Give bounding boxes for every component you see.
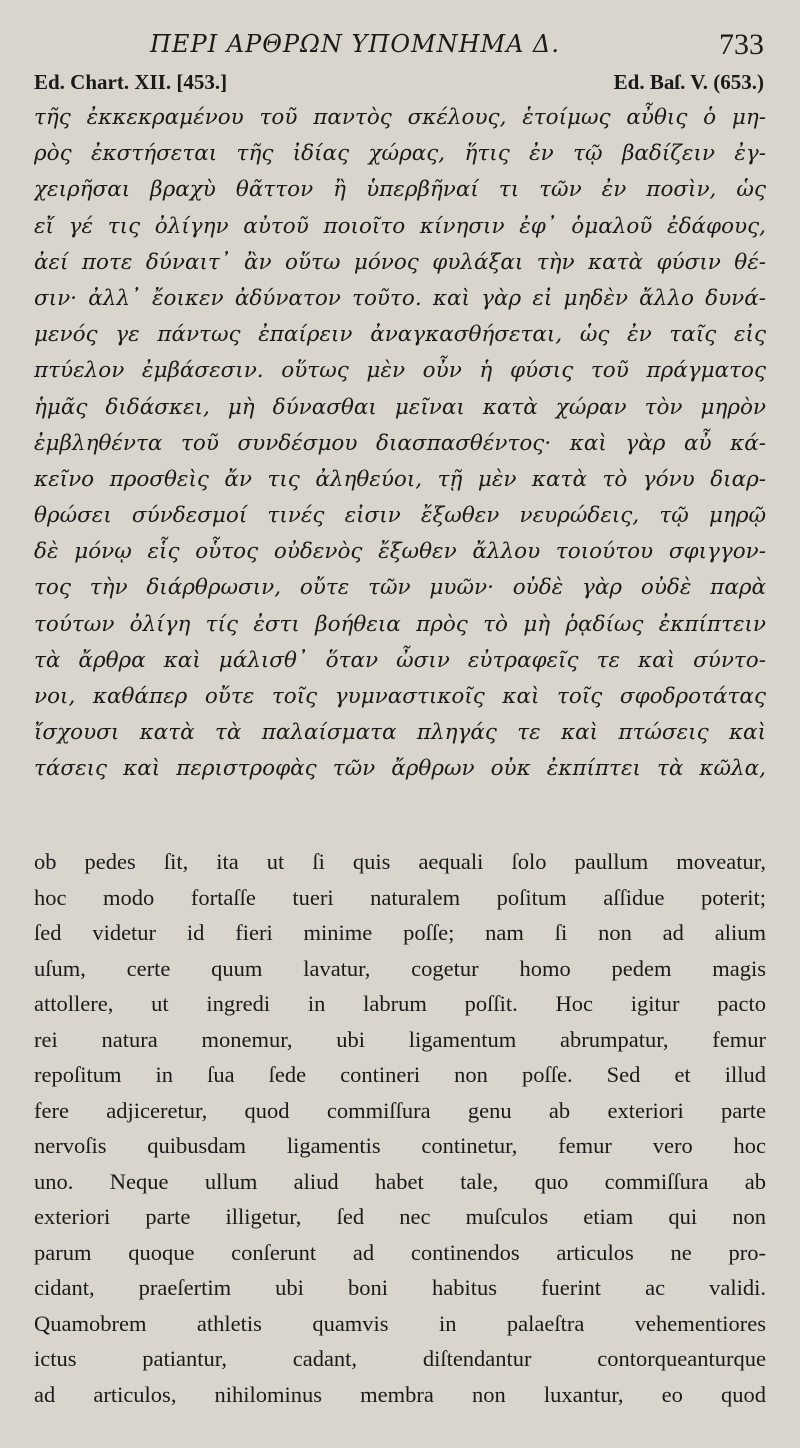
- edition-basel-reference: Ed. Baſ. V. (653.): [613, 70, 764, 94]
- latin-line: exteriori parte illigetur, ſed nec muſculos etiam qui non: [34, 1204, 766, 1229]
- greek-line: θρώσει σύνδεσμοί τινές εἰσιν ἔξωθεν νευρώδεις, τῷ μηρῷ: [34, 503, 766, 529]
- latin-line: ictus patiantur, cadant, diſtendantur contorqueanturque: [34, 1346, 766, 1371]
- latin-line: uno. Neque ullum aliud habet tale, quo commiſſura ab: [34, 1168, 766, 1194]
- greek-line: τῆς ἐκκεκραμένου τοῦ παντὸς σκέλους, ἑτοίμως αὖθις ὁ μη-: [34, 105, 766, 130]
- latin-line: Quamobrem athletis quamvis in palaeſtra vehementiores: [34, 1310, 766, 1336]
- greek-line: ἀεί ποτε δύναιτ᾿ ἂν οὕτω μόνος φυλάξαι τὴν κατὰ φύσιν θέ-: [34, 249, 766, 275]
- latin-text-block: [34, 844, 766, 1412]
- greek-line: ἴσχουσι κατὰ τὰ παλαίσματα πληγάς τε καὶ πτώσεις καὶ: [34, 720, 766, 746]
- latin-line: ad articulos, nihilominus membra non luxantur, eo quod: [34, 1381, 766, 1407]
- greek-line: χειρῆσαι βραχὺ θᾶττον ἢ ὑπερβῆναί τι τῶν ἐν ποσὶν, ὡς: [34, 177, 766, 203]
- greek-line: τάσεις καὶ περιστροφὰς τῶν ἄρθρων οὐκ ἐκπίπτει τὰ κῶλα,: [34, 756, 766, 782]
- page-number: 733: [719, 28, 764, 61]
- greek-line: τὰ ἄρθρα καὶ μάλισθ᾿ ὅταν ὦσιν εὐτραφεῖς τε καὶ σύντο-: [34, 647, 766, 673]
- greek-line: ρὸς ἐκστήσεται τῆς ἰδίας χώρας, ἥτις ἐν τῷ βαδίζειν ἐγ-: [34, 141, 766, 167]
- greek-line: ἐμβληθέντα τοῦ συνδέσμου διασπασθέντος· καὶ γὰρ αὖ κά-: [34, 430, 766, 456]
- running-head: [0, 28, 800, 64]
- edition-chart-reference: Ed. Chart. XII. [453.]: [34, 70, 228, 94]
- latin-line: cidant, praeſertim ubi boni habitus fuerint ac validi.: [34, 1275, 766, 1300]
- greek-text-block: [34, 100, 766, 788]
- greek-line: νοι, καθάπερ οὔτε τοῖς γυμναστικοῖς καὶ τοῖς σφοδροτάτας: [34, 684, 766, 709]
- latin-line: hoc modo fortaſſe tueri naturalem poſitum aſſidue poterit;: [34, 884, 766, 910]
- greek-line: κεῖνο προσθεὶς ἄν τις ἀληθεύοι, τῇ μὲν κατὰ τὸ γόνυ διαρ-: [34, 466, 766, 492]
- greek-line: εἴ γέ τις ὀλίγην αὐτοῦ ποιοῖτο κίνησιν ἐφ᾿ ὁμαλοῦ ἐδάφους,: [34, 213, 766, 239]
- running-title: ΠΕΡΙ ΑΡΘΡΩΝ ΥΠΟΜΝΗΜΑ Δ.: [150, 30, 560, 58]
- latin-line: ſed videtur id fieri minime poſſe; nam ſi non ad alium: [34, 920, 766, 945]
- latin-line: rei natura monemur, ubi ligamentum abrumpatur, femur: [34, 1026, 766, 1052]
- greek-line: δὲ μόνῳ εἷς οὗτος οὐδενὸς ἔξωθεν ἄλλου τοιούτου σφιγγον-: [34, 539, 766, 565]
- latin-line: attollere, ut ingredi in labrum poſſit. Hoc igitur pacto: [34, 991, 766, 1016]
- greek-line: σιν· ἀλλ᾿ ἔοικεν ἀδύνατον τοῦτο. καὶ γὰρ εἰ μηδὲν ἄλλο δυνά-: [34, 285, 766, 311]
- latin-line: ob pedes ſit, ita ut ſi quis aequali ſolo paullum moveatur,: [34, 849, 766, 874]
- latin-line: uſum, certe quum lavatur, cogetur homo pedem magis: [34, 955, 766, 981]
- latin-line: parum quoque conſerunt ad continendos articulos ne pro-: [34, 1239, 766, 1265]
- edition-references: [34, 70, 764, 98]
- latin-line: repoſitum in ſua ſede contineri non poſſe. Sed et illud: [34, 1062, 766, 1087]
- greek-line: μενός γε πάντως ἐπαίρειν ἀναγκασθήσεται, ὡς ἐν ταῖς εἰς: [34, 322, 766, 348]
- latin-line: fere adjiceretur, quod commiſſura genu ab exteriori parte: [34, 1097, 766, 1123]
- greek-line: τος τὴν διάρθρωσιν, οὔτε τῶν μυῶν· οὐδὲ γὰρ οὐδὲ παρὰ: [34, 575, 766, 601]
- greek-line: ἡμᾶς διδάσκει, μὴ δύνασθαι μεῖναι κατὰ χώραν τὸν μηρὸν: [34, 394, 766, 420]
- greek-line: τούτων ὀλίγη τίς ἐστι βοήθεια πρὸς τὸ μὴ ῥᾳδίως ἐκπίπτειν: [34, 611, 766, 637]
- latin-line: nervoſis quibusdam ligamentis continetur, femur vero hoc: [34, 1133, 766, 1158]
- greek-line: πτύελον ἐμβάσεσιν. οὕτως μὲν οὖν ἡ φύσις τοῦ πράγματος: [34, 358, 766, 384]
